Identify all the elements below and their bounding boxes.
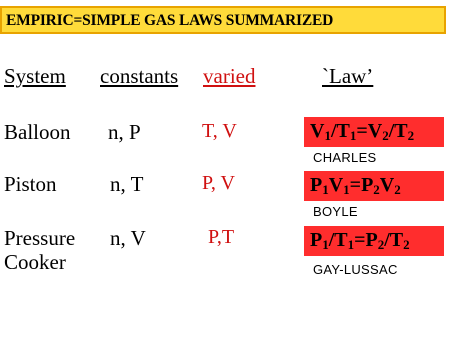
law-name: GAY-LUSSAC [313,262,398,277]
row-system: Piston [4,172,57,196]
law-formula: $P_1/T_1=P_2/T_2$ [310,229,410,252]
title-bar [0,6,446,34]
row-constants: n, V [110,226,146,250]
row-system: Balloon [4,120,71,144]
row-varied: P, V [202,172,235,194]
header-constants: constants [100,64,179,88]
row-system: Pressure [4,226,76,250]
law-name: CHARLES [313,150,377,165]
row-constants: n, T [110,172,144,196]
row-constants: n, P [108,120,141,144]
law-formula: $V_1/T_1=V_2/T_2$ [310,120,415,143]
row-varied: P,T [208,226,235,248]
header-varied: varied [203,64,256,88]
row-varied: T, V [202,120,237,142]
law-name: BOYLE [313,204,358,219]
law-formula: $P_1V_1=P_2V_2$ [310,174,401,197]
slide-title: EMPIRIC=SIMPLE GAS LAWS SUMMARIZED [6,12,334,29]
row-system-line2: Cooker [4,250,66,274]
law-formula-box [304,226,444,256]
header-system: System [4,64,66,88]
law-formula-box [304,117,444,147]
law-formula-box [304,171,444,201]
header-law: `Law’ [322,64,374,88]
